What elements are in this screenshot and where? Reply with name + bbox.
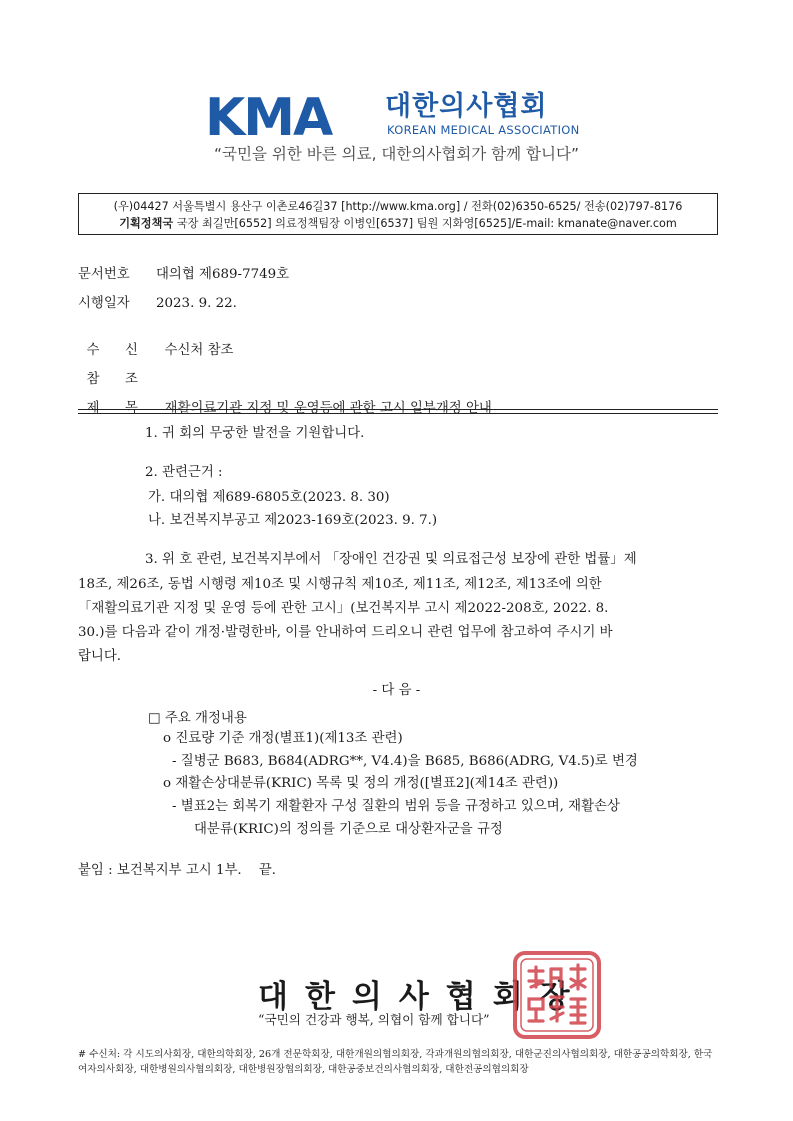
subject: 재활의료기관 지정 및 운영등에 관한 고시 일부개정 안내 [164, 401, 492, 416]
org-name-en: KOREAN MEDICAL ASSOCIATION [387, 123, 580, 137]
item-1: 1. 귀 회의 무궁한 발전을 기원합니다. [145, 426, 365, 441]
reference-label: 참 조 [86, 372, 138, 387]
recipient-list: # 수신처: 각 시도의사회장, 대한의학회장, 26개 전문학회장, 대한개원의협의회장, 각과개원의협의회장, 대한군진의사협의회장, 대한공공의학회장, 한국여자의사회장, 대한병원의사협의회장, 대한병원장협의회장, 대한공중보건의사협의회장, 대한전공의협의회장 [78, 1049, 713, 1075]
doc-number-label: 문서번호 [78, 267, 130, 282]
doc-number-row [78, 266, 289, 284]
date-label: 시행일자 [78, 296, 130, 311]
signature-motto: “국민의 건강과 행복, 의협이 함께 합니다” [258, 1012, 490, 1027]
contact-staff-detail: 국장 최길만[6552] 의료정책팀장 이병인[6537] 팀원 지화영[6525]/E-mail: kmanate@naver.com [173, 217, 677, 230]
seal-stamp-icon [511, 949, 603, 1041]
recipient: 수신처 참조 [164, 343, 234, 358]
contact-staff [79, 217, 717, 231]
contact-address: (우)04427 서울특별시 용산구 이촌로46길37 [http://www.kma.org] / 전화(02)6350-6525/ 전송(02)797-8176 [113, 200, 683, 213]
issue-date: 2023. 9. 22. [156, 296, 237, 311]
contact-box [78, 193, 718, 235]
contact-dept: 기획정책국 [119, 217, 174, 230]
item-3-line3: 「재활의료기관 지정 및 운영 등에 관한 고시」(보건복지부 고시 제2022-208호, 2022. 8. [78, 601, 609, 616]
logo-text: KMA [205, 88, 332, 148]
org-name-kr: 대한의사협회 [385, 91, 548, 122]
change-1-detail: - 질병군 B683, B684(ADRG**, V4.4)을 B685, B686(ADRG, V4.5)로 변경 [172, 754, 638, 769]
attachment-note: 붙임 : 보건복지부 고시 1부. 끝. [78, 863, 276, 878]
change-1: o 진료량 기준 개정(별표1)(제13조 관련) [163, 731, 403, 746]
divider-bottom [78, 413, 718, 414]
doc-number: 대의협 제689-7749호 [156, 267, 290, 282]
item-3-line4: 30.)를 다음과 같이 개정·발령한바, 이를 안내하여 드리오니 관련 업무에 참고하여 주시기 바 [78, 625, 613, 640]
divider-top [78, 409, 718, 410]
item-2a: 가. 대의협 제689-6805호(2023. 8. 30) [148, 490, 390, 505]
item-3-line5: 랍니다. [78, 649, 122, 664]
item-3-line2: 18조, 제26조, 동법 시행령 제10조 및 시행규칙 제10조, 제11조, 제12조, 제13조에 의한 [78, 577, 602, 592]
change-2: o 재활손상대분류(KRIC) 목록 및 정의 개정([별표2](제14조 관련)) [163, 776, 559, 791]
main-changes-heading: □ 주요 개정내용 [148, 711, 247, 726]
signatory-name: 대한의사협회장 [258, 979, 587, 1015]
kma-logo [205, 88, 595, 148]
change-2-detail-line1: - 별표2는 회복기 재활환자 구성 질환의 범위 등을 규정하고 있으며, 재활손상 [172, 799, 620, 814]
subject-label: 제 목 [86, 401, 138, 416]
official-seal [511, 949, 603, 1041]
item-2b: 나. 보건복지부공고 제2023-169호(2023. 9. 7.) [148, 513, 438, 528]
change-2-detail-line2: 대분류(KRIC)의 정의를 기준으로 대상환자군을 규정 [194, 822, 503, 837]
date-row [78, 295, 237, 313]
next-title: - 다 음 - [372, 683, 421, 698]
letterhead-motto: “국민을 위한 바른 의료, 대한의사협회가 함께 합니다” [214, 145, 579, 163]
recipient-label: 수 신 [86, 343, 138, 358]
item-2: 2. 관련근거 : [145, 465, 223, 480]
item-3-line1: 3. 위 호 관련, 보건복지부에서 「장애인 건강권 및 의료접근성 보장에 관한 법률」제 [145, 552, 637, 567]
